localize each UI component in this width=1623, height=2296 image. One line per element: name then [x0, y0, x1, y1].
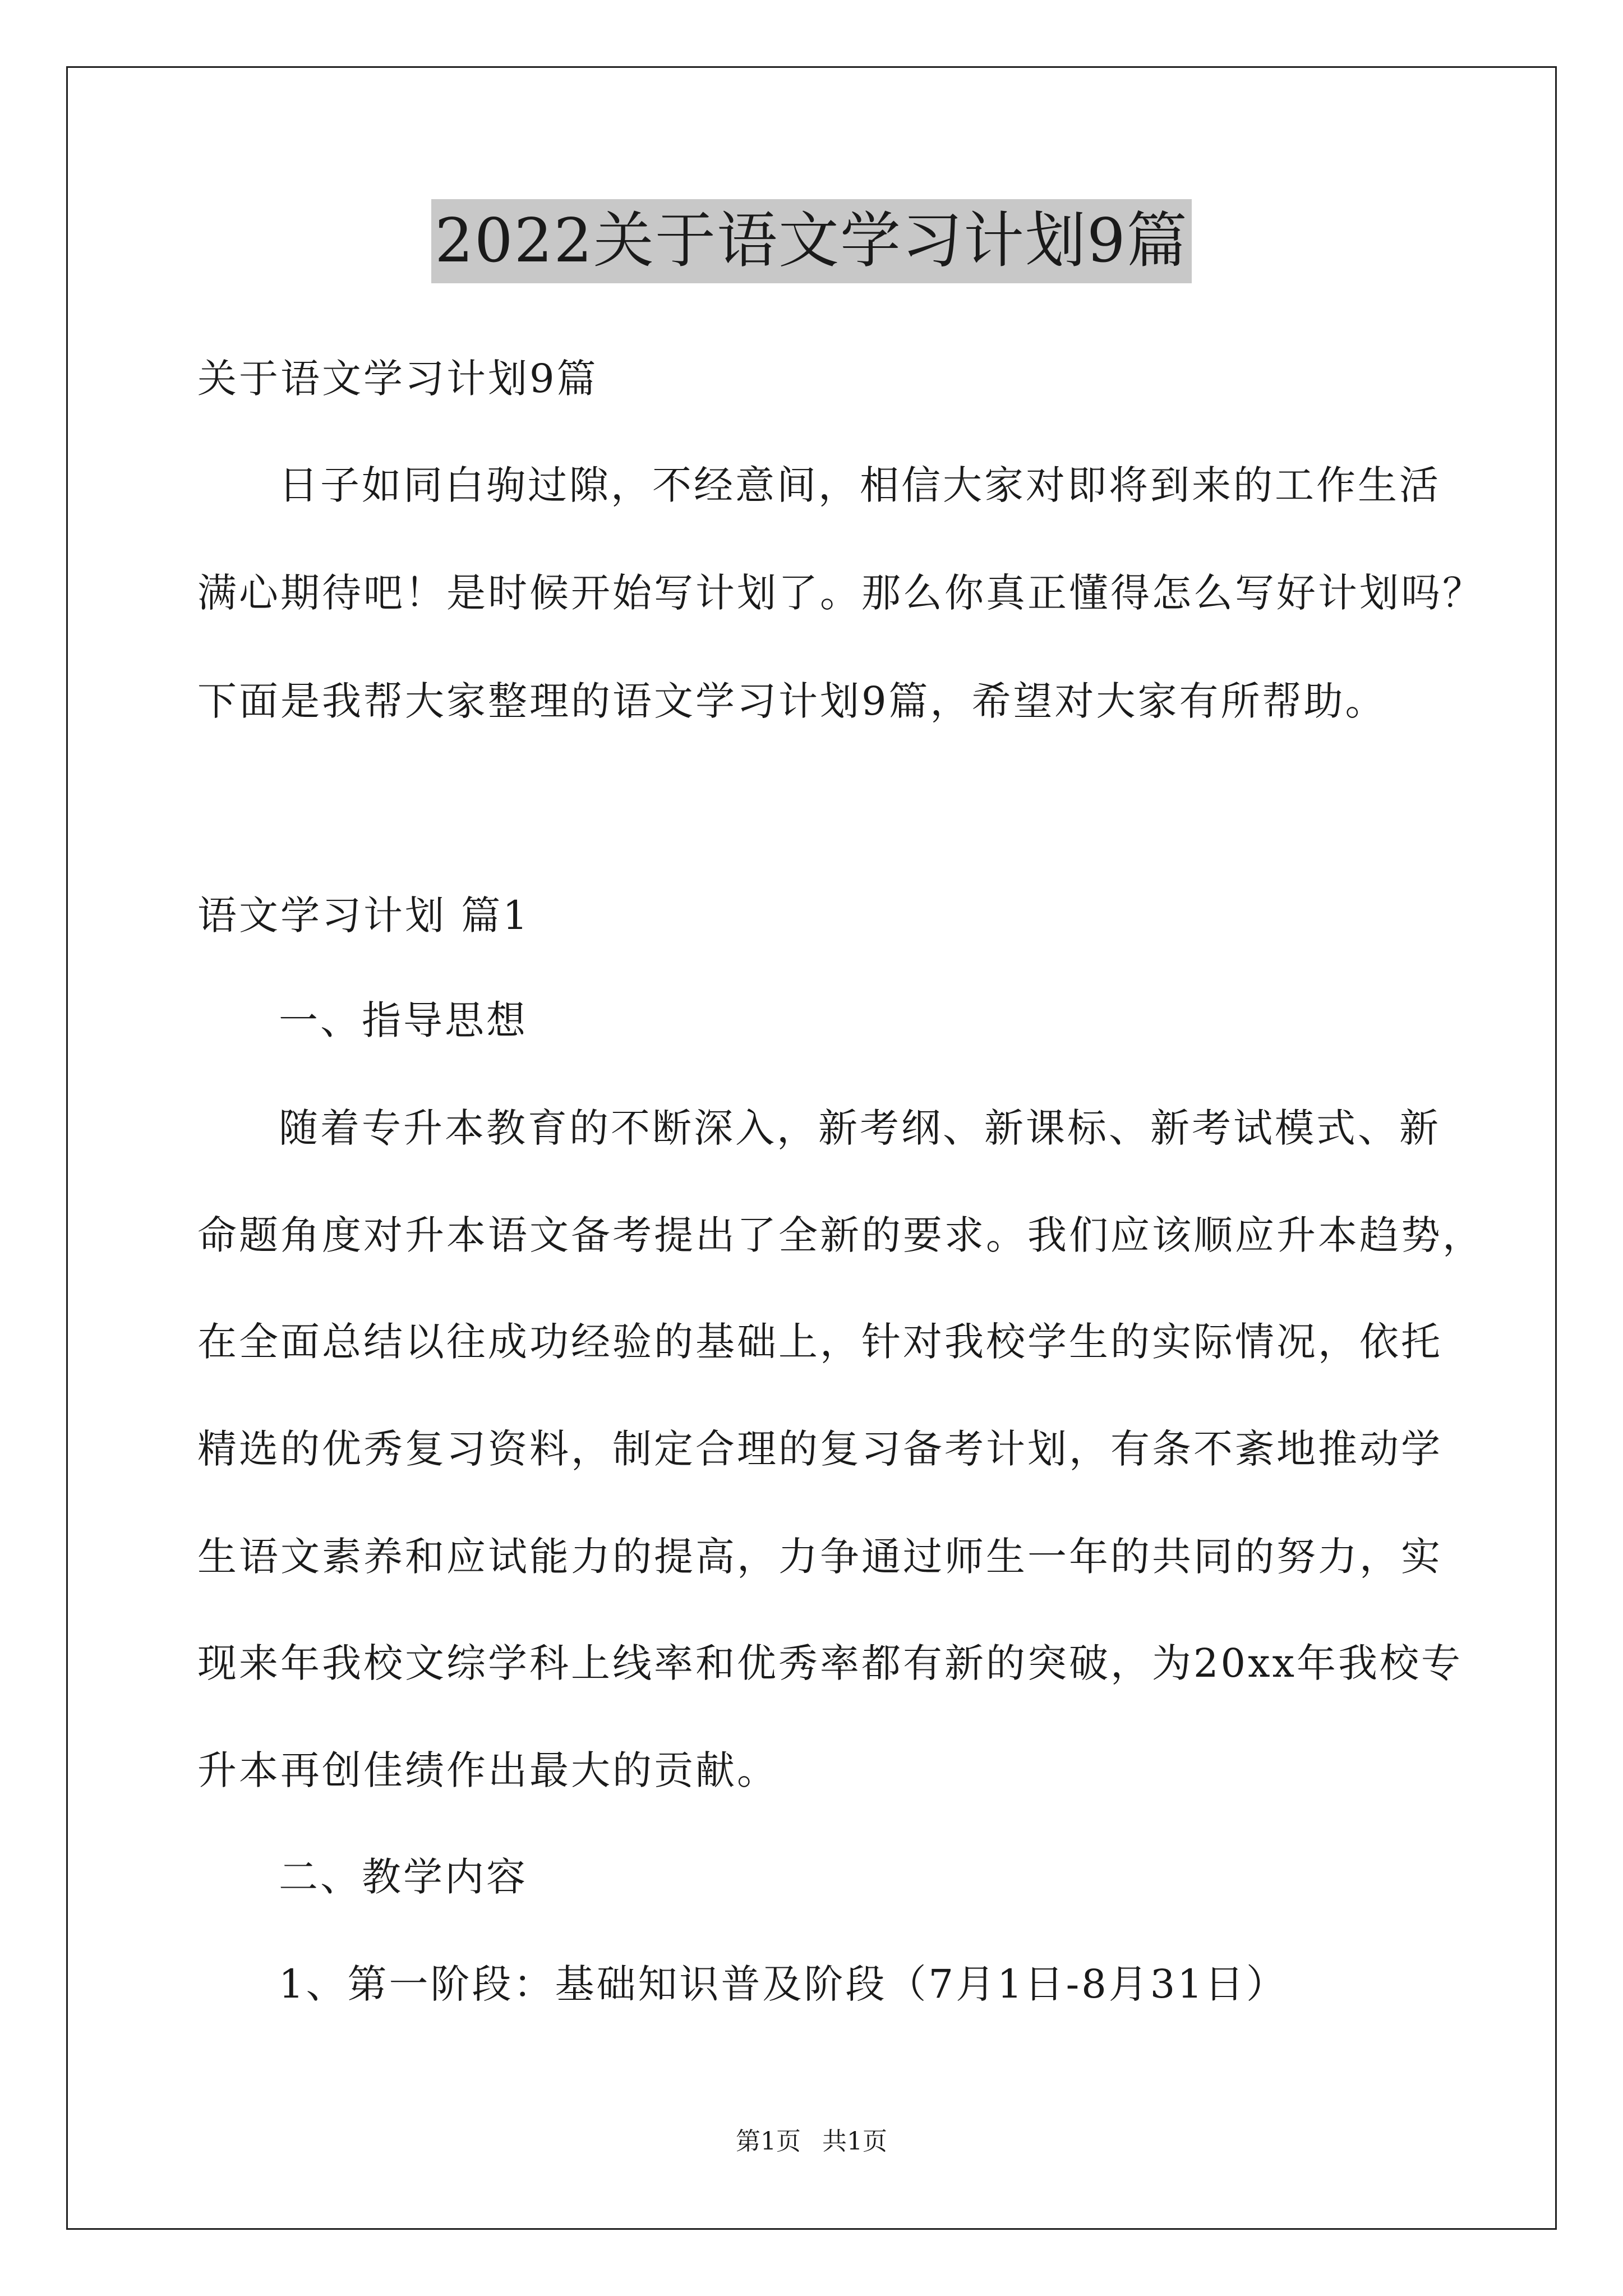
body-line-7: 升本再创佳绩作出最大的贡献。 [197, 1747, 778, 1793]
page-total: 共1页 [822, 2127, 887, 2156]
body-line-1: 随着专升本教育的不断深入，新考纲、新课标、新考试模式、新 [279, 1105, 1441, 1151]
intro-line-1: 日子如同白驹过隙，不经意间，相信大家对即将到来的工作生活 [279, 462, 1441, 508]
body-line-5: 生语文素养和应试能力的提高，力争通过师生一年的共同的努力，实 [197, 1534, 1442, 1580]
body-line-4: 精选的优秀复习资料，制定合理的复习备考计划，有条不紊地推动学 [197, 1426, 1442, 1472]
body-line-3: 在全面总结以往成功经验的基础上，针对我校学生的实际情况，依托 [197, 1319, 1442, 1365]
stage1-line: 1、第一阶段：基础知识普及阶段（7月1日-8月31日） [279, 1961, 1288, 2007]
page-footer [0, 2125, 1623, 2159]
title-container [0, 199, 1623, 283]
document-title: 2022关于语文学习计划9篇 [431, 199, 1192, 283]
body-line-2: 命题角度对升本语文备考提出了全新的要求。我们应该顺应升本趋势， [197, 1212, 1484, 1258]
page-number: 第1页 [736, 2127, 801, 2156]
section-heading: 语文学习计划 篇1 [197, 892, 530, 938]
document-subtitle: 关于语文学习计划9篇 [197, 356, 598, 402]
body-line-6: 现来年我校文综学科上线率和优秀率都有新的突破，为20xx年我校专 [197, 1640, 1463, 1686]
intro-line-3: 下面是我帮大家整理的语文学习计划9篇，希望对大家有所帮助。 [197, 678, 1387, 724]
part2-heading: 二、教学内容 [279, 1854, 528, 1900]
intro-line-2: 满心期待吧！是时候开始写计划了。那么你真正懂得怎么写好计划吗？ [197, 570, 1484, 616]
part1-heading: 一、指导思想 [279, 997, 528, 1043]
